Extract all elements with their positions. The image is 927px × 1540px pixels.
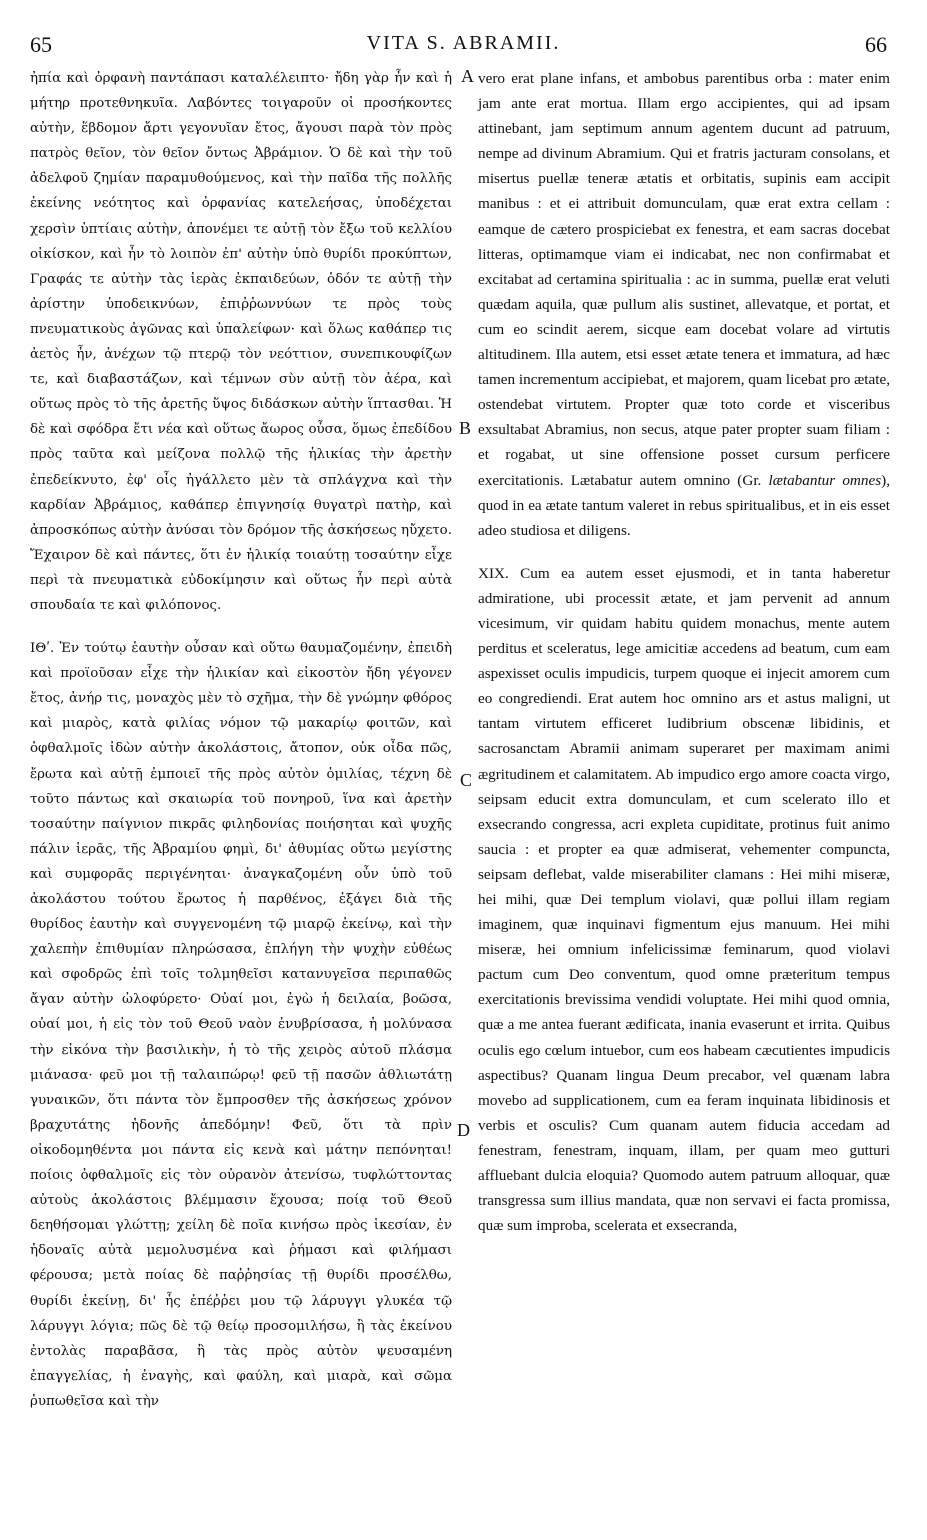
latin-column	[478, 66, 890, 1238]
paragraph-gap	[30, 618, 452, 636]
greek-paragraph-1: ἠπία καὶ ὀρφανὴ παντάπασι καταλέλειπτο· ἤδη γὰρ ἦν καὶ ἡ μήτηρ προτεθνηκυῖα. Λαβόντες τοιγαροῦν οἱ προσήκοντες αὐτὴν, ἕβδομον ἄρτι γεγονυῖαν ἔτος, ἄγουσι παρὰ τὸν πρὸς πατρὸς θεῖον, τὸν θεῖον ὄντως Ἀβράμιον. Ὁ δὲ καὶ τὴν τοῦ ἀδελφοῦ ζημίαν παραμυθούμενος, καὶ τὴν παῖδα τῆς πολλῆς ἐκείνης νεότητος καὶ ὀρφανίας κατελεήσας, ὑποδέχεται χερσὶν ὑπτίαις αὐτὴν, ἀπονέμει τε αὐτῇ τὸν ἔξω τοῦ κελλίου οἰκίσκον, καὶ ἦν τὸ λοιπὸν ἐπ' αὐτὴν ὑπὸ θυρίδι προκύπτων, Γραφάς τε αὐτὴν τὰς ἱερὰς ἐκπαιδεύων, ὁδόν τε αὐτῇ τὴν ἀρίστην ὑποδεικνύων, ἐπιῤῥωννύων τε πρὸς τοὺς πνευματικοὺς ἀγῶνας καὶ ὑπαλείφων· καὶ ὅλως καθάπερ τις ἀετὸς ἦν, ἀνέχων τῷ πτερῷ τὸν νεόττιον, συνεπικουφίζων τε, καὶ διαβαστάζων, καὶ τέμνων σὺν αὐτῇ τὸν ἀέρα, καὶ οὕτως πρὸς τὸ τῆς ἀρετῆς ὕψος διδάσκων αὐτὴν ἵπτασθαι. Ἡ δὲ καὶ σφόδρα ἔτι νέα καὶ οὕτως ἄωρος οὖσα, ὅμως ἐπεδίδου πρὸς ταῦτα καὶ μείζονα πολλῷ τῆς ἡλικίας τὴν ἀρετὴν ἐπεδείκνυτο, ἐφ' οἷς ἠγάλλετο μὲν τὰ σπλάγχνα καὶ τὴν καρδίαν Ἀβράμιος, καθάπερ ἐπιγνησίᾳ θυγατρὶ πατὴρ, καὶ ἀπροσκόπως αὐτὴν ἀνύσαι τὸν δρόμον τῆς ἀσκήσεως ηὔχετο. Ἔχαιρον δὲ καὶ πάντες, ὅτι ἐν ἡλικίᾳ τοιαύτῃ τοσαύτην εἶχε περὶ τὰ πνευματικὰ εὐδοκίμησιν καὶ οὕτως ἦν περὶ αὐτὰ σπουδαία τε καὶ φιλόπονος.	[30, 71, 452, 613]
latin-text-1b: ), quod in ea ætate tantum valeret in rebus spiritualibus, et in eis esset adeo studiosa et diligens.	[478, 471, 890, 539]
page-number-left: 65	[30, 32, 52, 57]
margin-letter-a: A	[461, 66, 474, 86]
margin-letter-b: B	[459, 418, 472, 438]
margin-letter-c: C	[460, 770, 473, 790]
margin-letter-d: D	[457, 1120, 470, 1140]
greek-paragraph-2: ΙΘʹ. Ἐν τούτῳ ἑαυτὴν οὖσαν καὶ οὕτω θαυμαζομένην, ἐπειδὴ καὶ προϊοῦσαν εἶχε τὴν ἡλικίαν καὶ εἰκοστὸν ἤδη γέγονεν ἔτος, ἀνήρ τις, μοναχὸς μὲν τὸ σχῆμα, τὴν δὲ γνώμην φθόρος καὶ μιαρὸς, κατὰ φιλίας νόμον τῷ μακαρίῳ φοιτῶν, καὶ ὀφθαλμοῖς ἰδὼν αὐτὴν ἀκολάστοις, ἄτοπον, οὐκ οἶδα πῶς, ἔρωτα καὶ αὐτῇ ἐμποιεῖ τῆς πρὸς αὐτὸν ὁμιλίας, τέχνη δὲ τοῦτο πάντως καὶ σκαιωρία τοῦ πονηροῦ, ἵνα καὶ ἀρετὴν τοσαύτην παίγνιον πικρᾶς φιληδονίας ποιήσηται καὶ ψυχῆς πάλιν ἱερᾶς, τῆς Ἀβραμίου φημὶ, δι' ἀθυμίας οὕτω μεγίστης καὶ συμφορᾶς περιγένηται· ἀναγκαζομένη οὖν ὑπὸ τοῦ ἀκολάστου τούτου ἔρωτος ἡ παρθένος, ἐξάγει διὰ τῆς θυρίδος ἑαυτὴν καὶ συγγενομένη τῷ μιαρῷ ἐκείνῳ, καὶ τὴν χαλεπὴν ἐπιθυμίαν πληρώσασα, ἐπλήγη τὴν ψυχὴν εὐθέως καὶ σφοδρῶς ἐπὶ τοῖς τολμηθεῖσι κατανυγεῖσα περιπαθῶς ἄγαν αὐτὴν ὠλοφύρετο· Οὐαί μοι, ἐγὼ ἡ δειλαία, βοῶσα, οὐαί μοι, ἡ εἰς τὸν τοῦ Θεοῦ ναὸν ἐνυβρίσασα, ἡ μολύνασα τὴν εἰκόνα τὴν βασιλικὴν, ἡ τὸ τῆς χειρὸς αὐτοῦ πλάσμα μιάνασα· φεῦ μοι τῇ ταλαιπώρῳ! φεῦ τῇ πασῶν ἀθλιωτάτῃ γυναικῶν, ὅτι πάντα τὸν ἔμπροσθεν τῆς ἀσκήσεως χρόνον βραχυτάτης ἡδονῆς ἀπεδόμην! Φεῦ, ὅτι τὰ πρὶν οἰκοδομηθέντα μοι πάντα εἰς κενὰ καὶ μάτην πεπόνηται! ποίοις ὀφθαλμοῖς εἰς τὸν οὐρανὸν ἀτενίσω, τυφλώττοντας αὐτοὺς ἀκολάστοις βλέμμασιν ἔχουσα; ποίᾳ τοῦ Θεοῦ δεηθήσομαι γλώττῃ; χείλη δὲ ποῖα κινήσω πρὸς ἱκεσίαν, ἐν ἡδοναῖς αὐτὰ μεμολυσμένα καὶ ῥήμασι καὶ φιλήμασι φέρουσα; μετὰ ποίας δὲ παῤῥησίας τῇ θυρίδι προσέλθω, θυρίδι ἐκείνῃ, δι' ἧς ἐπέῤῥει μου τῷ λάρυγγι γλυκέα τῷ λάρυγγι λόγια; πῶς δὲ τῷ θείῳ προσομιλήσω, ἢ τὰς ἐκείνου ἐντολὰς παραβᾶσα, ἢ τὰς πρὸς αὐτὸν ψευσαμένη ἐπαγγελίας, ἡ ἐναγὴς, καὶ φαύλη, καὶ μιαρὰ, καὶ σῶμα ῥυπωθεῖσα καὶ τὴν	[30, 641, 452, 1409]
latin-paragraph-1	[478, 66, 890, 543]
page-number-right: 66	[865, 32, 887, 57]
running-title: VITA S. ABRAMII.	[366, 32, 561, 54]
latin-paragraph-2: XIX. Cum ea autem esset ejusmodi, et in tanta haberetur admiratione, ubi processit ætate, et jam pervenit ad annum vicesimum, vir quidam habitu quidem monachus, mente autem perditus et sceleratus, lege amicitiæ accedens ad beatum, cum eam aspexisset oculis impudicis, turpem quoque ei injecit amorem cum eo congrediendi. Erat autem hoc omnino ars et astus maligni, ut tantam virtutem efficeret ludibrium obscenæ libidinis, et sacrosanctam Abramii animam superaret per maximam animi ægritudinem et calamitatem. Ab impudico ergo amore coacta virgo, seipsam educit extra domunculam, et cum scelerato illo et exsecrando congressa, acri expleta cupiditate, protinus fuit animo saucia : et propter ea quæ admiserat, vehementer compuncta, seipsam deflebat, valde miserabiliter clamans : Hei mihi miseræ, hei mihi, quæ Dei templum violavi, quæ pollui illam regiam imaginem, quæ inquinavi figmentum ejus manuum. Hei mihi miseræ, hei omnium infelicissimæ feminarum, quod violavi pactum cum Deo conventum, quod omne præteritum tempus exercitationis brevissima vendidi voluptate. Hei mihi quod omnia, quæ a me antea fuerant ædificata, inania evaserunt et irrita. Quibus oculis ego cœlum intuebor, cum eos habeam cæcutientes impudicis aspectibus? Quanam lingua Deum precabor, vel quænam labra movebo ad supplicationem, cum ea feram inquinata libidinosis et verbis et osculis? Cum quanam autem fiducia accedam ad fenestram, fenestram, inquam, illam, per quam meo gutturi affluebant dulcia eloquia? Quomodo autem patruum alloquar, quæ transgressa sum illius mandata, quæ non servavi ei facta promissa, quæ sum improba, scelerata et exsecranda,	[478, 564, 890, 1235]
paragraph-gap	[478, 543, 890, 561]
latin-note-italic: lætabantur omnes	[768, 471, 882, 489]
page-header	[0, 28, 927, 60]
greek-column	[30, 66, 452, 1414]
latin-text-1a: vero erat plane infans, et ambobus parentibus orba : mater enim jam ante erat mortua. Illam ergo accipientes, qui ad ipsam attinebant, jam septimum annum agentem ducunt ad patruum, nempe ad divinum Abramium. Qui et fratris jacturam consolans, et misertus puellæ teneræ ætatis et orbitatis, supinis eam accipit manibus : et ei attribuit domunculam, quæ erat extra cellam : eamque de cætero prospiciebat ex fenestra, et eam sacras docebat litteras, optimamque viam ei indicabat, nec non confirmabat et excitabat ad certamina spiritualia : ac in summa, puellæ erat veluti quædam aquila, quæ pullum alis sustinet, allevatque, et portat, et cum eo scindit aerem, sicque eam docebat volare ad virtutis altitudinem. Illa autem, etsi esset ætate tenera et immatura, ad hæc tamen incrementum accipiebat, et majorem, quam licebat pro ætate, ostendebat virtutem. Propter quæ toto corde et visceribus exsultabat Abramius, non secus, atque pater propter suam filiam : et rogabat, ut sine offensione posset cursum perficere exercitationis. Lætabatur autem omnino (Gr.	[478, 70, 891, 489]
